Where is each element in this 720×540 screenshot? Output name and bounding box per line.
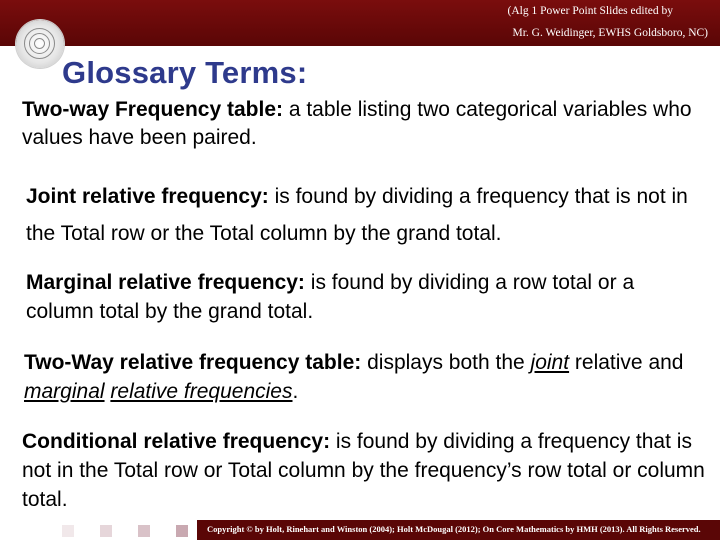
page-title: Glossary Terms: (62, 55, 308, 90)
term-label: Two-Way relative frequency table: (24, 351, 362, 374)
marginal-emphasis: marginal (24, 380, 105, 403)
term-label: Joint relative frequency: (26, 185, 269, 208)
credit-line-2: Mr. G. Weidinger, EWHS Goldsboro, NC) (512, 27, 708, 39)
decor-square (62, 525, 74, 537)
copyright-text: Copyright © by Holt, Rinehart and Winston (2004); Holt McDougal (2012); On Core Mathematics by HMH (2013). All Rights Reserved. (207, 524, 701, 534)
term-two-way-frequency-table (22, 96, 702, 152)
decor-square (100, 525, 112, 537)
relative-frequencies-emphasis: relative frequencies (110, 380, 293, 403)
term-definition: is found by dividing a row total or a column total by the grand total. (26, 271, 635, 323)
decor-square (138, 525, 150, 537)
term-label: Conditional relative frequency: (22, 430, 331, 453)
term-label: Marginal relative frequency: (26, 271, 305, 294)
logo-icon (16, 20, 64, 68)
term-definition: a table listing two categorical variables who values have been paired. (22, 98, 692, 149)
term-definition: is found by dividing a frequency that is not in the Total row or the Total column by the grand total. (26, 185, 688, 245)
term-definition-part: displays both the (361, 351, 531, 374)
term-definition: is found by dividing a frequency that is not in the Total row or Total column by the frequency’s row total or column total. (22, 430, 705, 511)
term-definition-part: relative and (569, 351, 684, 374)
term-joint-relative-frequency (26, 178, 706, 252)
term-two-way-relative-frequency-table (24, 348, 704, 406)
term-marginal-relative-frequency (26, 268, 706, 326)
term-definition-end: . (292, 380, 299, 403)
decor-square (176, 525, 188, 537)
term-conditional-relative-frequency (22, 427, 712, 514)
joint-emphasis: joint (530, 351, 570, 374)
term-label: Two-way Frequency table: (22, 98, 283, 121)
credit-line-1: (Alg 1 Power Point Slides edited by (507, 5, 673, 17)
